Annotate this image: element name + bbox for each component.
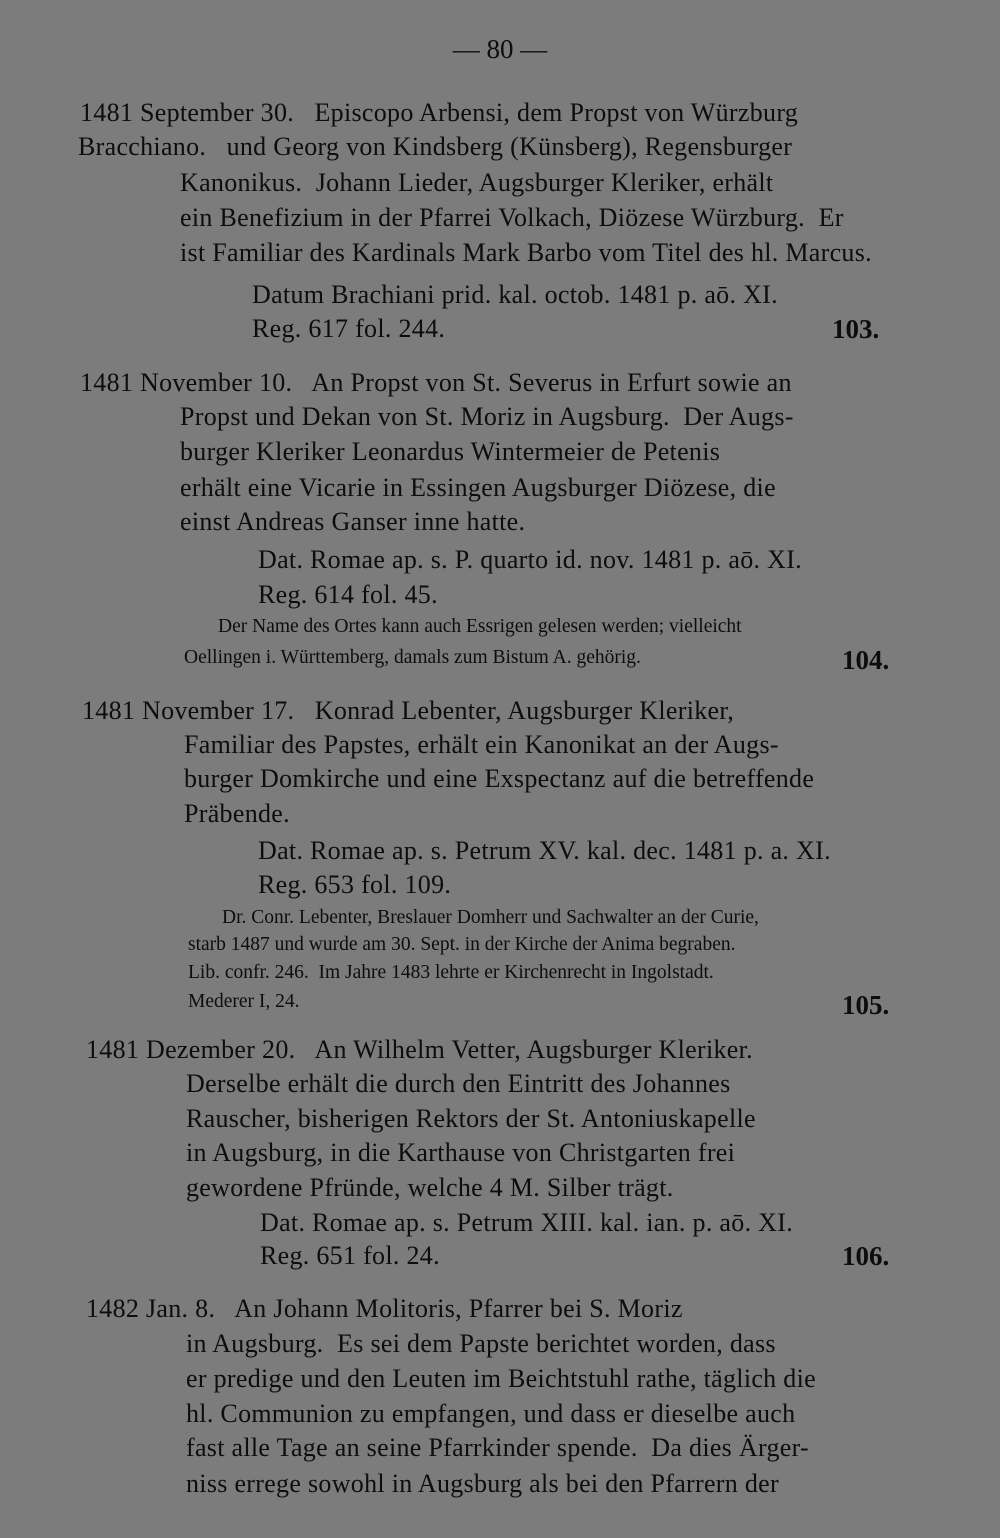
- entry-105-line-4: Präbende.: [184, 799, 290, 828]
- entry-104-datum: Dat. Romae ap. s. P. quarto id. nov. 1481 p. aō. XI.: [258, 545, 802, 574]
- entry-104-register: Reg. 614 fol. 45.: [258, 580, 438, 609]
- entry-105-note-line-2: starb 1487 und wurde am 30. Sept. in der Kirche der Anima begraben.: [188, 934, 736, 955]
- entry-104-line-4: erhält eine Vicarie in Essingen Augsburger Diözese, die: [180, 473, 776, 502]
- entry-107-line-6: niss errege sowohl in Augsburg als bei den Pfarrern der: [186, 1469, 779, 1498]
- entry-107-line-1: 1482 Jan. 8. An Johann Molitoris, Pfarrer bei S. Moriz: [86, 1294, 683, 1323]
- entry-103-line-1: 1481 September 30. Episcopo Arbensi, dem Propst von Würzburg: [80, 98, 799, 127]
- entry-104-line-1: 1481 November 10. An Propst von St. Severus in Erfurt sowie an: [80, 368, 792, 397]
- entry-104-line-2: Propst und Dekan von St. Moriz in Augsburg. Der Augs-: [180, 402, 794, 431]
- entry-105-line-2: Familiar des Papstes, erhält ein Kanonikat an der Augs-: [184, 730, 779, 759]
- entry-104-line-3: burger Kleriker Leonardus Wintermeier de Petenis: [180, 437, 721, 466]
- entry-103-datum: Datum Brachiani prid. kal. octob. 1481 p. aō. XI.: [252, 280, 778, 309]
- page-number: — 80 —: [452, 34, 548, 64]
- entry-104-note-line-2: Oellingen i. Württemberg, damals zum Bistum A. gehörig.: [184, 647, 641, 668]
- entry-103-register: Reg. 617 fol. 244.: [252, 314, 446, 343]
- entry-104-note-line-1: Der Name des Ortes kann auch Essrigen gelesen werden; vielleicht: [218, 616, 742, 637]
- entry-103-line-2: Bracchiano. und Georg von Kindsberg (Künsberg), Regensburger: [78, 132, 793, 161]
- entry-106-line-2: Derselbe erhält die durch den Eintritt des Johannes: [186, 1069, 731, 1098]
- entry-104-line-5: einst Andreas Ganser inne hatte.: [180, 507, 526, 536]
- entry-105-line-3: burger Domkirche und eine Exspectanz auf die betreffende: [184, 764, 815, 793]
- entry-107-line-2: in Augsburg. Es sei dem Papste berichtet worden, dass: [186, 1329, 776, 1358]
- entry-107-line-4: hl. Communion zu empfangen, und dass er dieselbe auch: [186, 1399, 796, 1428]
- entry-106-line-5: gewordene Pfründe, welche 4 M. Silber trägt.: [186, 1173, 674, 1202]
- entry-106-datum: Dat. Romae ap. s. Petrum XIII. kal. ian. p. aō. XI.: [260, 1208, 794, 1237]
- entry-105-register: Reg. 653 fol. 109.: [258, 870, 452, 899]
- entry-107-line-3: er predige und den Leuten im Beichtstuhl rathe, täglich die: [186, 1364, 816, 1393]
- entry-103-line-5: ist Familiar des Kardinals Mark Barbo vom Titel des hl. Marcus.: [180, 238, 872, 267]
- entry-105-line-1: 1481 November 17. Konrad Lebenter, Augsburger Kleriker,: [82, 696, 735, 725]
- entry-105-note-line-1: Dr. Conr. Lebenter, Breslauer Domherr und Sachwalter an der Curie,: [222, 907, 759, 928]
- entry-105-datum: Dat. Romae ap. s. Petrum XV. kal. dec. 1481 p. a. XI.: [258, 836, 831, 865]
- entry-105-number: 105.: [842, 990, 890, 1020]
- entry-106-line-1: 1481 Dezember 20. An Wilhelm Vetter, Augsburger Kleriker.: [86, 1035, 753, 1064]
- entry-103-line-3: Kanonikus. Johann Lieder, Augsburger Kleriker, erhält: [180, 168, 774, 197]
- entry-106-register: Reg. 651 fol. 24.: [260, 1241, 440, 1270]
- entry-103-number: 103.: [832, 314, 880, 344]
- entry-107-line-5: fast alle Tage an seine Pfarrkinder spende. Da dies Ärger-: [186, 1433, 809, 1462]
- entry-105-note-line-3: Lib. confr. 246. Im Jahre 1483 lehrte er Kirchenrecht in Ingolstadt.: [188, 962, 714, 983]
- entry-106-line-4: in Augsburg, in die Karthause von Christgarten frei: [186, 1138, 736, 1167]
- entry-106-number: 106.: [842, 1241, 890, 1271]
- entry-106-line-3: Rauscher, bisherigen Rektors der St. Antoniuskapelle: [186, 1104, 756, 1133]
- entry-103-line-4: ein Benefizium in der Pfarrei Volkach, Diözese Würzburg. Er: [180, 203, 844, 232]
- entry-104-number: 104.: [842, 645, 890, 675]
- entry-105-note-line-4: Mederer I, 24.: [188, 991, 300, 1012]
